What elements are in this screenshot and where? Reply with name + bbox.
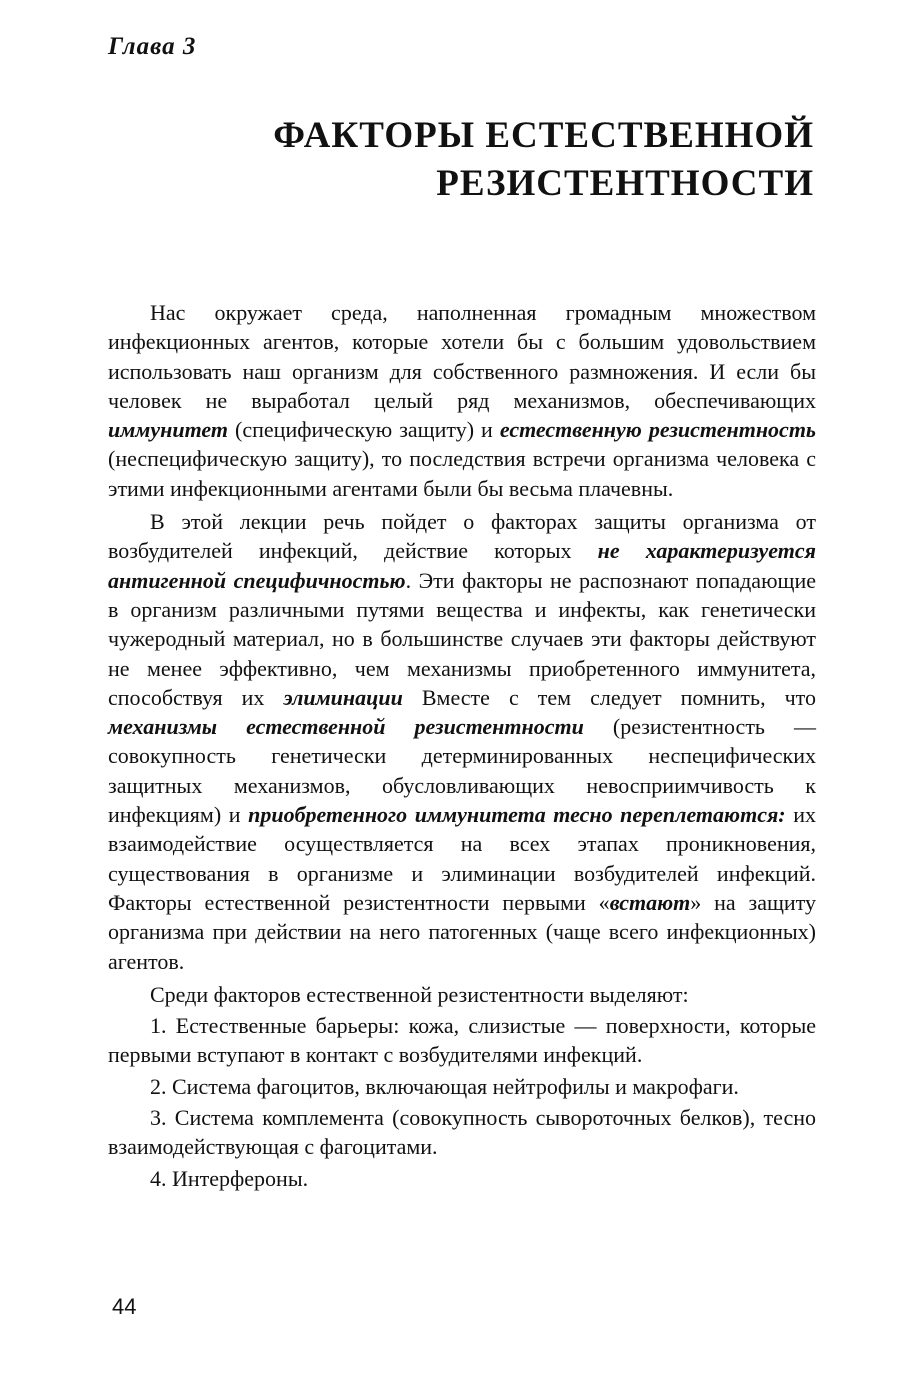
chapter-label: Глава 3 xyxy=(108,33,197,60)
list-item: 3. Система комплемента (совокупность сывороточных белков), тесно взаимодействующая с фагоцитами. xyxy=(108,1105,816,1160)
paragraph-list-intro: Среди факторов естественной резистентности выделяют: xyxy=(150,981,689,1007)
list-item: 4. Интерфероны. xyxy=(150,1165,309,1191)
emphasis-term: естественную резистентность xyxy=(499,417,816,443)
emphasis-term: приобретенного иммунитета тесно переплетаются: xyxy=(248,802,786,828)
emphasis-term: встают xyxy=(609,889,691,915)
paragraph-intro xyxy=(108,298,816,503)
body-text xyxy=(108,298,816,1193)
text-run: (резистентность — совокупность генетически детерминированных неспецифических защитных механизмов, обусловливающих невосприимчивость к инфекциям) и xyxy=(108,714,816,828)
paragraph-lecture xyxy=(108,507,816,976)
text-run: (специфическую защиту) и xyxy=(228,417,500,443)
emphasis-term: механизмы естественной резистентности xyxy=(108,714,584,740)
text-run: их взаимодействие осуществляется на всех этапах проникновения, существования в организме и элиминации возбудителей инфекций. Факторы естественной резистентности первыми « xyxy=(108,802,816,915)
text-run: (неспецифическую защиту), то последствия встречи организма человека с этими инфекционными агентами были бы весьма плачевны. xyxy=(108,446,816,501)
emphasis-term: элиминации xyxy=(283,684,403,710)
emphasis-term: не характеризуется антигенной специфичностью xyxy=(108,538,816,593)
chapter-title-line-2: РЕЗИСТЕНТНОСТИ xyxy=(436,163,814,204)
list-item: 2. Система фагоцитов, включающая нейтрофилы и макрофаги. xyxy=(150,1073,739,1099)
chapter-title xyxy=(114,112,814,208)
text-run: Нас окружает среда, наполненная громадным множеством инфекционных агентов, которые хотели бы с большим удовольствием использовать наш организм для собственного размножения. И если бы человек не выработал целый ряд механизмов, обеспечивающих xyxy=(108,300,816,413)
text-run: Вместе с тем следует помнить, что xyxy=(402,684,817,710)
text-run: . Эти факторы не распознают попадающие в организм различными путями вещества и инфекты, как генетически чужеродный материал, но в большинстве случаев эти факторы действуют не менее эффективно, чем механизмы приобретенного иммунитета, способствуя их xyxy=(108,567,816,710)
list-item: 1. Естественные барьеры: кожа, слизистые — поверхности, которые первыми вступают в контакт с возбудителями инфекций. xyxy=(108,1013,816,1068)
text-run: В этой лекции речь пойдет о факторах защиты организма от возбудителей инфекций, действие которых xyxy=(108,509,816,564)
text-run: » на защиту организма при действии на него патогенных (чаще всего инфекционных) агентов. xyxy=(108,889,817,974)
chapter-title-line-1: ФАКТОРЫ ЕСТЕСТВЕННОЙ xyxy=(273,115,814,156)
emphasis-term: иммунитет xyxy=(108,417,229,443)
page-number: 44 xyxy=(112,1294,137,1319)
